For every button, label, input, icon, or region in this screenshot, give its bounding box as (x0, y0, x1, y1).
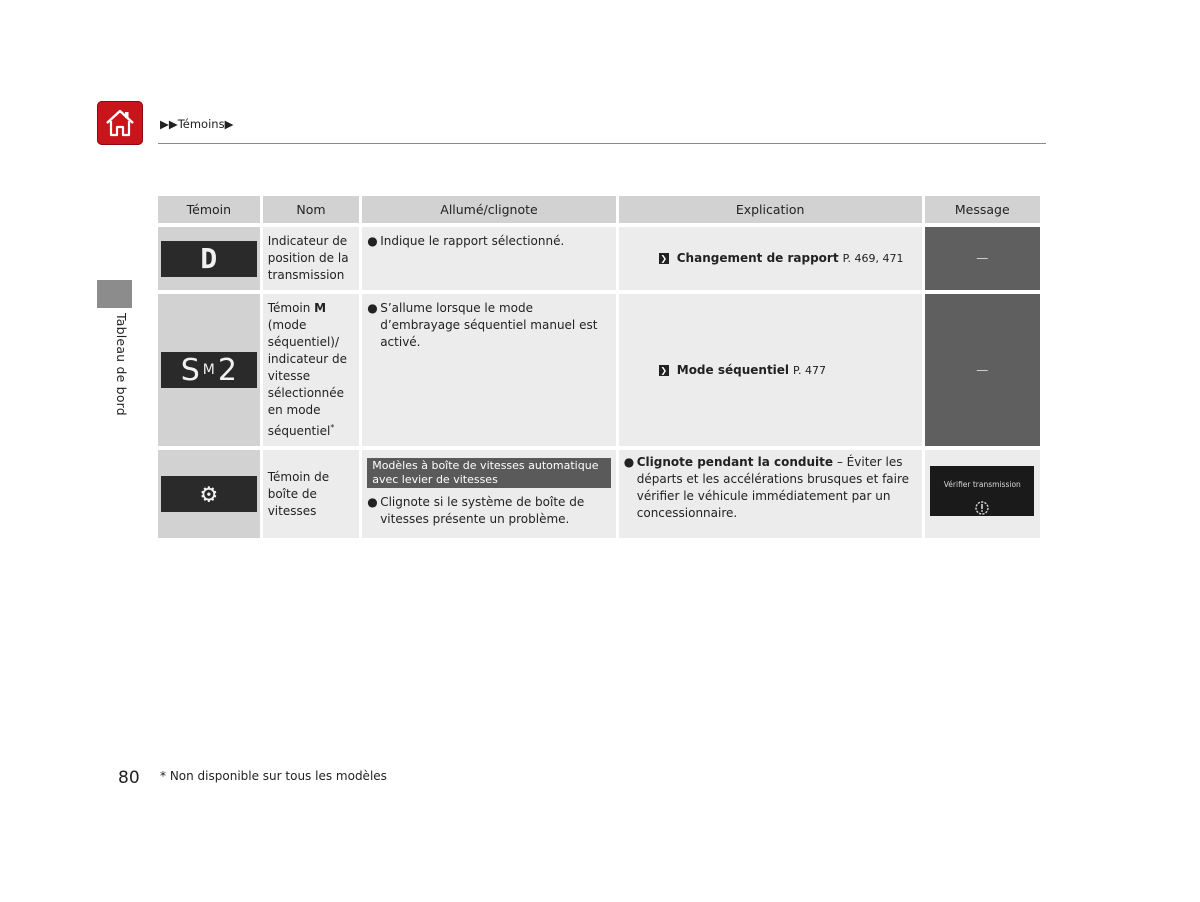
list-item (367, 300, 611, 351)
table-row (158, 450, 1040, 538)
model-badge: Modèles à boîte de vitesses automatique avec levier de vitesses (367, 458, 611, 488)
section-tab-marker (97, 280, 132, 308)
list-item (367, 494, 611, 528)
home-button[interactable] (97, 101, 143, 145)
header-explication: Explication (619, 196, 922, 223)
table-header-row (158, 196, 1040, 223)
ref-page[interactable]: P. 477 (793, 363, 826, 377)
footnote: * Non disponible sur tous les modèles (160, 769, 387, 783)
bullet-icon: ● (623, 455, 635, 469)
list-item (624, 454, 917, 522)
glyph-2: 2 (217, 352, 237, 388)
status-cell (362, 450, 616, 538)
header-divider (158, 143, 1046, 144)
indicator-cell (158, 450, 260, 538)
explanation-cell (619, 227, 922, 290)
header-message: Message (925, 196, 1040, 223)
header-nom: Nom (263, 196, 360, 223)
cross-reference[interactable] (659, 362, 917, 379)
message-display (930, 466, 1034, 516)
footnote-mark: * (330, 423, 335, 432)
glyph-m: M (202, 361, 215, 378)
message-cell (925, 450, 1040, 538)
section-label: Tableau de bord (114, 313, 129, 416)
header-allume: Allumé/clignote (362, 196, 616, 223)
table-row (158, 294, 1040, 446)
name-cell: Témoin de boîte de vitesses (263, 450, 360, 538)
status-cell (362, 227, 616, 290)
cross-reference[interactable] (659, 250, 917, 267)
bullet-text: Indique le rapport sélectionné. (380, 234, 565, 248)
list-item (367, 233, 611, 250)
explanation-text: – Éviter les départs et les accélérations brusques et faire vérifier le véhicule immédiatement par un concessionnaire. (636, 455, 910, 520)
name-prefix: Témoin (267, 301, 315, 315)
ref-title[interactable]: Changement de rapport (676, 251, 839, 265)
explanation-bold: Clignote pendant la conduite (636, 455, 834, 469)
gear-warning-icon (973, 499, 991, 517)
name-cell: Indicateur de position de la transmission (263, 227, 360, 290)
breadcrumb-arrow-end: ▶ (224, 117, 234, 131)
bullet-text: Clignote si le système de boîte de vitesses présente un problème. (380, 495, 585, 526)
bullet-icon: ● (367, 301, 378, 315)
transmission-warning-icon: ⚙ (161, 476, 257, 512)
cross-reference-arrow-icon: ❯ (660, 254, 668, 263)
ref-title[interactable]: Mode séquentiel (676, 362, 790, 377)
header-temoin: Témoin (158, 196, 260, 223)
message-title: Vérifier transmission (943, 480, 1021, 489)
message-cell: — (925, 227, 1040, 290)
message-cell: — (925, 294, 1040, 446)
sequential-mode-icon (161, 352, 257, 388)
page-number: 80 (118, 768, 140, 788)
name-cell (263, 294, 360, 446)
indicator-cell (158, 294, 260, 446)
name-bold: M (314, 301, 327, 315)
indicator-table (155, 192, 1043, 542)
ref-page[interactable]: P. 469, 471 (842, 252, 904, 265)
bullet-text: S’allume lorsque le mode d’embrayage séquentiel manuel est activé. (380, 301, 598, 349)
gear-position-d-icon: D (161, 241, 257, 277)
explanation-cell (619, 450, 922, 538)
breadcrumb-arrows: ▶▶ (160, 117, 178, 131)
cross-reference-arrow-icon: ❯ (660, 365, 668, 375)
breadcrumb-title[interactable]: Témoins (177, 117, 225, 131)
home-icon (104, 108, 136, 138)
breadcrumb[interactable] (160, 117, 233, 131)
bullet-icon: ● (367, 234, 378, 248)
status-cell (362, 294, 616, 446)
name-rest: (mode séquentiel)/ indicateur de vitesse sélectionnée en mode séquentiel (267, 318, 347, 438)
glyph-s: S (180, 352, 200, 388)
explanation-cell (619, 294, 922, 446)
table-row (158, 227, 1040, 290)
bullet-icon: ● (367, 495, 378, 509)
indicator-cell (158, 227, 260, 290)
